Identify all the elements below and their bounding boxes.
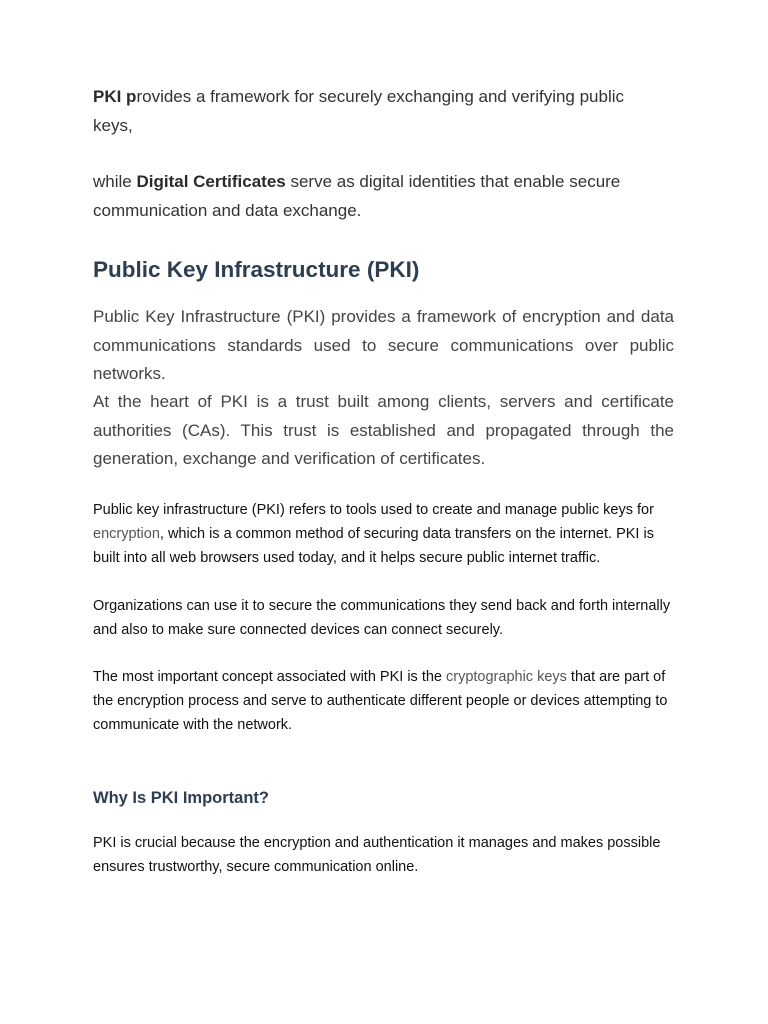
body-text-1a: Public key infrastructure (PKI) refers to tools used to create and manage public keys for	[93, 502, 654, 518]
section-heading-why: Why Is PKI Important?	[93, 789, 270, 807]
intro-paragraph-1	[93, 83, 653, 140]
body-paragraph-1	[93, 498, 683, 570]
body-text-3b: that are part of the encryption process and serve to authenticate different people or devices attempting to communicate with the network.	[93, 669, 668, 733]
body-paragraph-3	[93, 665, 683, 737]
cryptographic-keys-link[interactable]: cryptographic keys	[446, 669, 567, 685]
pki-definition-paragraph: Public Key Infrastructure (PKI) provides a framework of encryption and data communications standards used to secure communications over public networks.	[93, 307, 674, 383]
body-text-1b: , which is a common method of securing data transfers on the internet. PKI is built into all web browsers used today, and it helps secure public internet traffic.	[93, 526, 654, 566]
intro-text-2: serve as digital identities that enable secure communication and data exchange.	[93, 172, 621, 220]
intro-bold-pki: PKI p	[93, 87, 137, 106]
encryption-link[interactable]: encryption	[93, 526, 160, 542]
intro-bold-certificates: Digital Certificates	[136, 172, 286, 191]
why-paragraph: PKI is crucial because the encryption and authentication it manages and makes possible ensures trustworthy, secure communication online.	[93, 835, 661, 875]
intro-lead: while	[93, 172, 137, 191]
pki-trust-paragraph: At the heart of PKI is a trust built among clients, servers and certificate authorities (CAs). This trust is established and propagated through the generation, exchange and verification of certificates.	[93, 392, 674, 468]
body-text-3a: The most important concept associated with PKI is the	[93, 669, 446, 685]
intro-text-1: rovides a framework for securely exchanging and verifying public keys,	[93, 87, 625, 135]
section-heading-pki: Public Key Infrastructure (PKI)	[93, 257, 420, 282]
intro-paragraph-2	[93, 168, 653, 225]
body-paragraph-2: Organizations can use it to secure the communications they send back and forth internally and also to make sure connected devices can connect securely.	[93, 598, 671, 638]
